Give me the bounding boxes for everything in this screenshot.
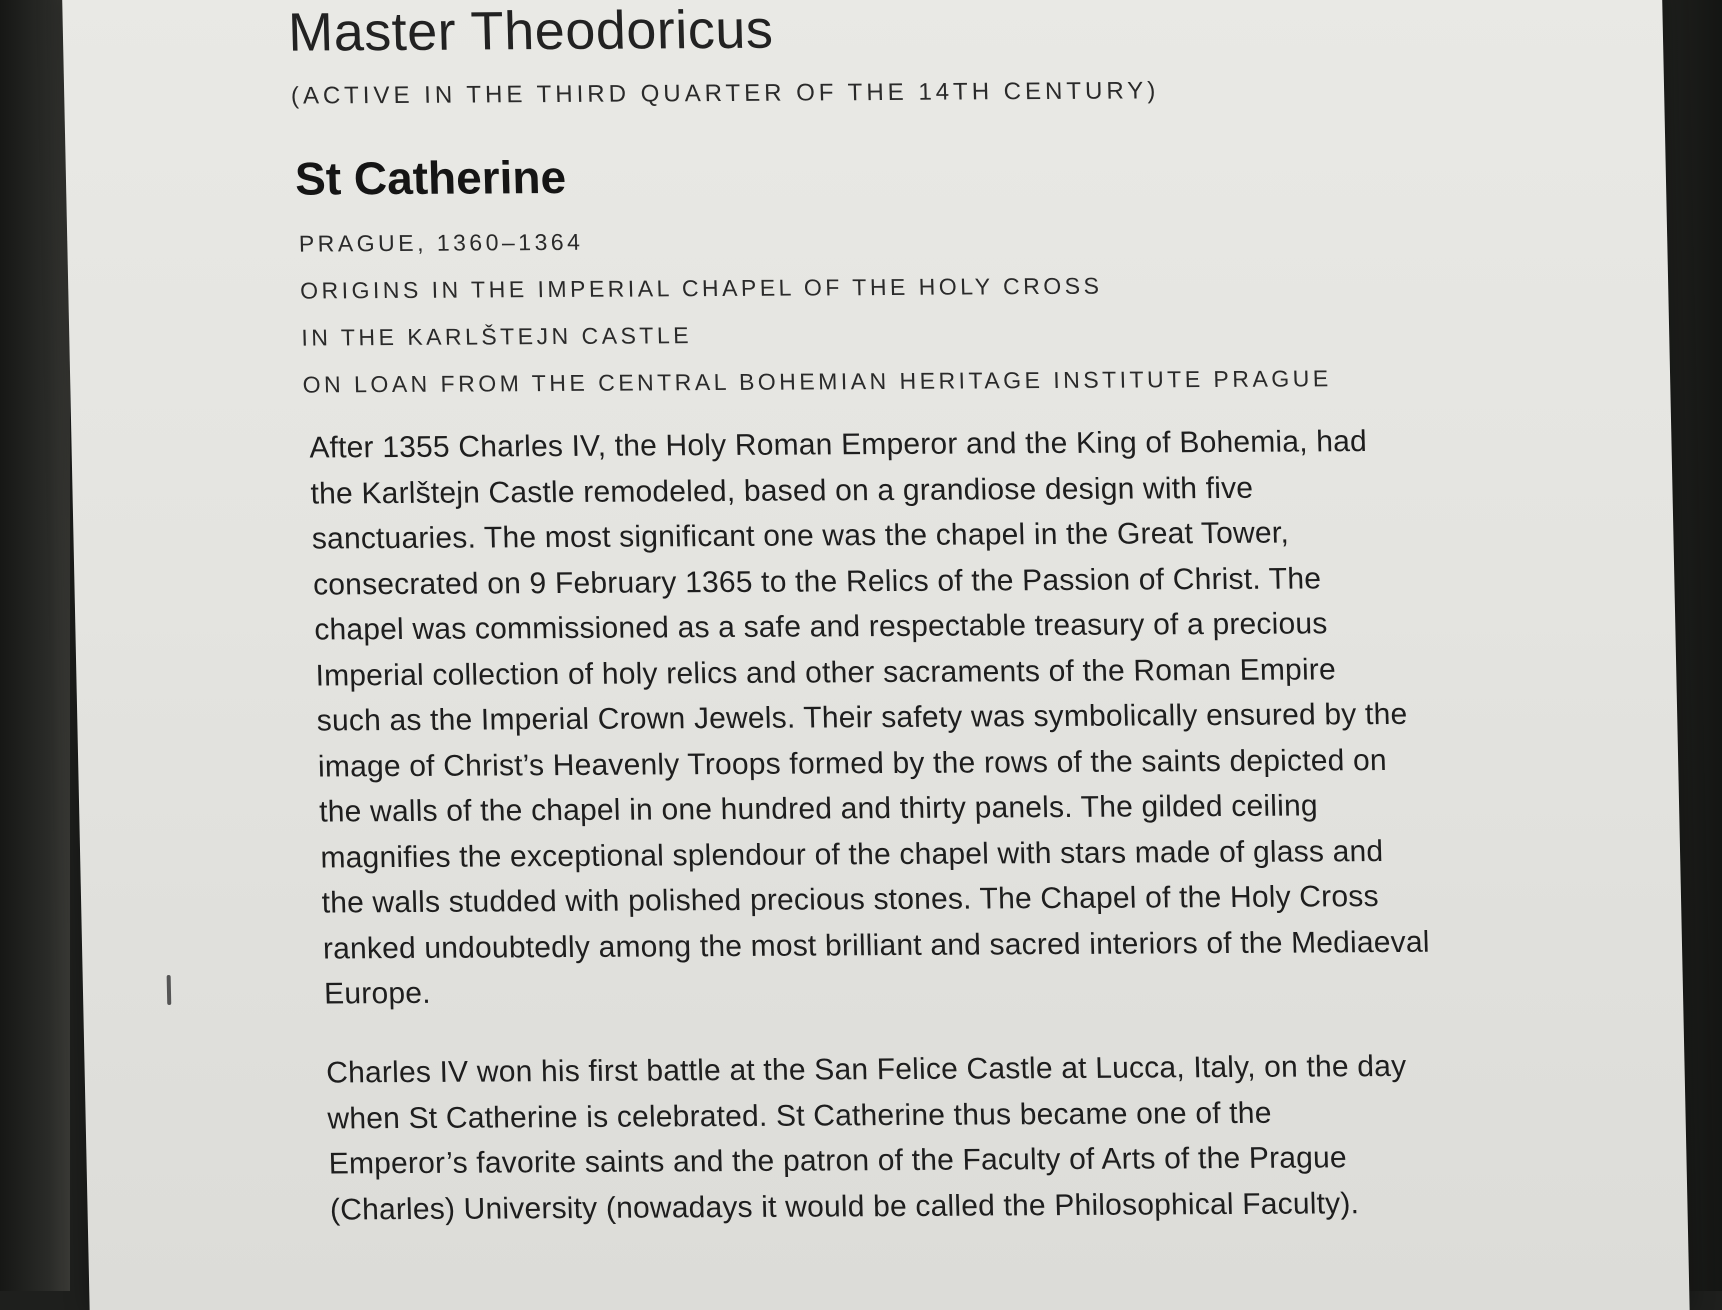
description-paragraph-2: [326, 1044, 1411, 1233]
meta-line: PRAGUE, 1360–1364: [298, 228, 584, 257]
text-line: ranked undoubtedly among the most brilliant and sacred interiors of the Mediaeval: [322, 925, 1431, 966]
text-line: chapel was commissioned as a safe and respectable treasury of a precious: [313, 607, 1328, 647]
artwork-meta: [298, 223, 1332, 417]
meta-line: ORIGINS IN THE IMPERIAL CHAPEL OF THE HOLY CROSS: [299, 272, 1103, 304]
text-line: the Karlštejn Castle remodeled, based on a grandiose design with five: [310, 471, 1254, 511]
text-line: such as the Imperial Crown Jewels. Their safety was symbolically ensured by the: [316, 697, 1408, 738]
panel-mark: [167, 975, 172, 1005]
text-line: the walls of the chapel in one hundred and thirty panels. The gilded ceiling: [318, 789, 1319, 829]
text-line: After 1355 Charles IV, the Holy Roman Emperor and the King of Bohemia, had: [308, 425, 1368, 465]
artist-name: Master Theodoricus: [287, 0, 775, 63]
text-line: magnifies the exceptional splendour of the chapel with stars made of glass and: [320, 834, 1384, 875]
museum-label-panel: [62, 0, 1690, 1310]
artwork-title: St Catherine: [294, 150, 567, 205]
text-line: Emperor’s favorite saints and the patron of the Faculty of Arts of the Prague: [328, 1141, 1348, 1181]
text-line: the walls studded with polished precious stones. The Chapel of the Holy Cross: [321, 880, 1380, 920]
meta-line: IN THE KARLŠTEJN CASTLE: [301, 322, 693, 351]
text-line: Europe.: [323, 976, 432, 1011]
description-paragraph-1: [309, 419, 1432, 1017]
text-line: Imperial collection of holy relics and other sacraments of the Roman Empire: [315, 652, 1337, 693]
text-line: Charles IV won his first battle at the San Felice Castle at Lucca, Italy, on the day: [325, 1049, 1407, 1090]
wall-left: [0, 0, 70, 1291]
meta-line: ON LOAN FROM THE CENTRAL BOHEMIAN HERITAGE INSTITUTE PRAGUE: [302, 365, 1332, 398]
text-line: image of Christ’s Heavenly Troops formed by the rows of the saints depicted on: [317, 743, 1388, 784]
text-line: when St Catherine is celebrated. St Catherine thus became one of the: [327, 1096, 1273, 1136]
artist-dates: (ACTIVE IN THE THIRD QUARTER OF THE 14TH CENTURY): [290, 77, 1160, 110]
text-line: consecrated on 9 February 1365 to the Relics of the Passion of Christ. The: [312, 561, 1322, 602]
text-line: (Charles) University (nowadays it would be called the Philosophical Faculty).: [329, 1186, 1360, 1227]
text-line: sanctuaries. The most significant one was the chapel in the Great Tower,: [311, 516, 1290, 556]
